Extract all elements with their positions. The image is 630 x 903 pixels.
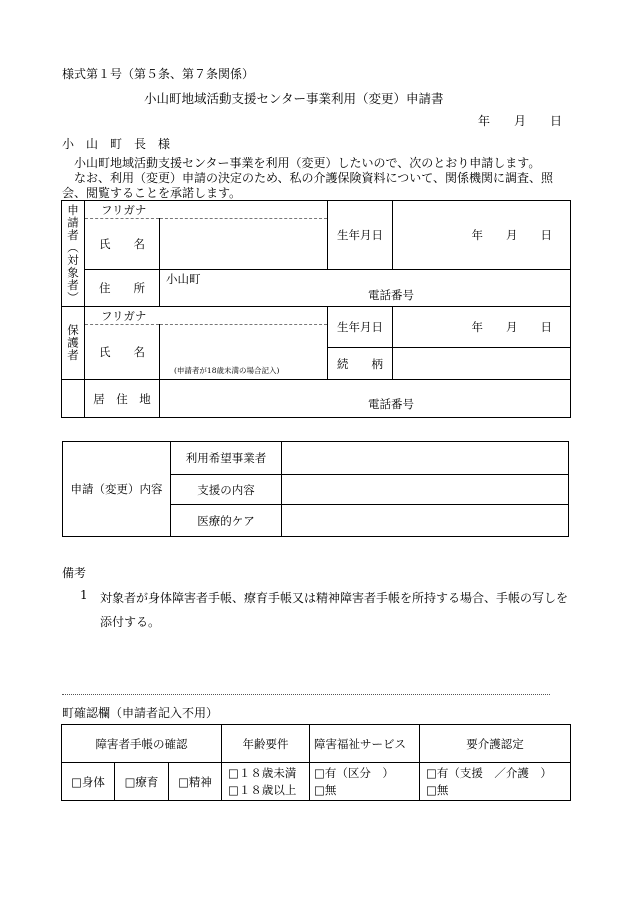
notes-number: 1 (80, 588, 88, 602)
header-handbook: 障害者手帳の確認 (62, 725, 222, 763)
request-table (62, 441, 569, 537)
check-service-no[interactable]: □無 (314, 782, 337, 797)
header-welfare: 障害福祉サービス (310, 725, 420, 763)
applicant-guardian-table (61, 200, 571, 418)
guardian-name-note: (申請者が18歳未満の場合記入) (174, 366, 280, 375)
applicant-name-field[interactable] (160, 219, 328, 270)
check-service-yes[interactable]: □有（区分 ） (314, 765, 394, 780)
form-number: 様式第１号（第５条、第７条関係） (62, 67, 255, 81)
check-rehab[interactable]: □療育 (115, 763, 169, 801)
request-row-label: 医療的ケア (171, 505, 282, 537)
request-field-provider[interactable] (282, 442, 569, 475)
notes-heading: 備考 (62, 566, 87, 580)
header-age: 年齢要件 (222, 725, 310, 763)
check-age-under[interactable]: □１８歳未満 (228, 765, 297, 780)
applicant-birth-label: 生年月日 (328, 201, 393, 270)
applicant-section-label: 申請者（対象者） (62, 201, 85, 307)
applicant-furigana-label: フリガナ (85, 201, 328, 219)
guardian-name-field[interactable] (160, 325, 328, 380)
guardian-relation-label: 続 柄 (328, 348, 393, 380)
town-heading: 町確認欄（申請者記入不用） (62, 706, 219, 720)
guardian-section-label: 保護者 (62, 307, 85, 380)
guardian-relation-field[interactable] (393, 348, 571, 380)
request-section-label: 申請（変更）内容 (63, 442, 171, 537)
applicant-address-field[interactable] (160, 270, 571, 307)
check-care-no[interactable]: □無 (426, 782, 449, 797)
intro-text-2: なお、利用（変更）申請の決定のため、私の介護保険資料について、関係機関に調査、照会、閲覧することを承諾します。 (62, 171, 554, 200)
request-row-label: 支援の内容 (171, 475, 282, 505)
guardian-residence-label: 居 住 地 (85, 380, 160, 418)
applicant-name-label: 氏 名 (85, 219, 160, 270)
guardian-birth-field[interactable]: 年 月 日 (393, 307, 571, 348)
guardian-name-label: 氏 名 (85, 325, 160, 380)
header-care: 要介護認定 (420, 725, 571, 763)
applicant-phone-label: 電話番号 (368, 288, 414, 302)
request-row-label: 利用希望事業者 (171, 442, 282, 475)
intro-text-1: 小山町地域活動支援センター事業を利用（変更）したいので、次のとおり申請します。 (74, 156, 541, 170)
check-mental[interactable]: □精神 (169, 763, 222, 801)
town-confirm-table (61, 724, 571, 801)
check-physical[interactable]: □身体 (62, 763, 115, 801)
addressee: 小 山 町 長 様 (62, 137, 171, 151)
applicant-birth-field[interactable]: 年 月 日 (393, 201, 571, 270)
applicant-address-value: 小山町 (166, 272, 201, 286)
guardian-phone-label: 電話番号 (368, 397, 414, 411)
request-field-support[interactable] (282, 475, 569, 505)
guardian-residence-field[interactable] (160, 380, 571, 418)
request-field-medical[interactable] (282, 505, 569, 537)
check-age-over[interactable]: □１８歳以上 (228, 782, 297, 797)
notes-text: 対象者が身体障害者手帳、療育手帳又は精神障害者手帳を所持する場合、手帳の写しを添付する。 (100, 591, 569, 629)
separator-line (62, 694, 550, 695)
check-care-yes[interactable]: □有（支援 ／介護 ） (426, 765, 552, 780)
date-line: 年 月 日 (478, 114, 563, 128)
guardian-birth-label: 生年月日 (328, 307, 393, 348)
applicant-address-label: 住 所 (85, 270, 160, 307)
form-title: 小山町地域活動支援センター事業利用（変更）申請書 (144, 91, 444, 106)
guardian-furigana-label: フリガナ (85, 307, 328, 325)
